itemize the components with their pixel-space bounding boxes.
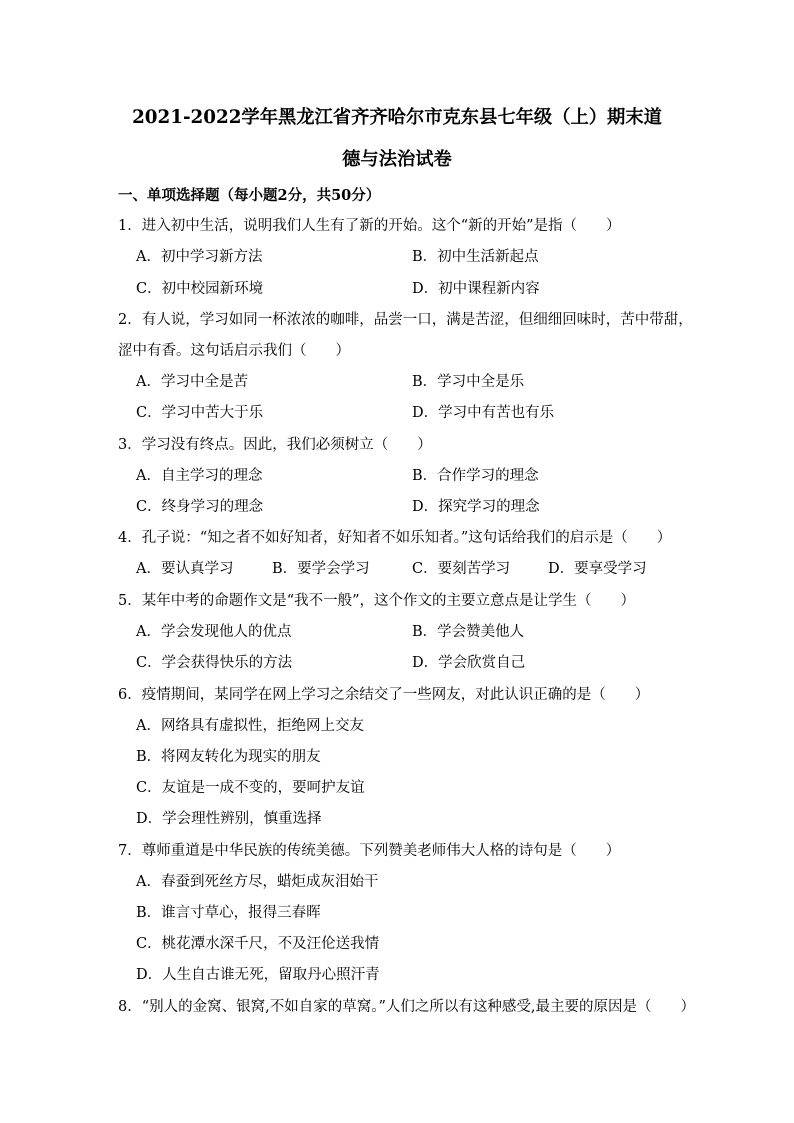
question-2-stem-line-1: 2．有人说，学习如同一杯浓浓的咖啡，品尝一口，满是苦涩，但细细回味时，苦中带甜，	[118, 312, 693, 328]
exam-title-line-2: 德与法治试卷	[342, 149, 452, 170]
question-6-option-a: A．网络具有虚拟性，拒绝网上交友	[136, 718, 364, 734]
question-2-option-b: B．学习中全是乐	[412, 374, 525, 390]
question-6-option-d: D．学会理性辨别，慎重选择	[136, 811, 322, 827]
question-5-option-b: B．学会赞美他人	[412, 624, 525, 640]
question-2-stem-line-2: 涩中有香。这句话启示我们（ ）	[118, 343, 350, 359]
question-2-option-c: C．学习中苦大于乐	[136, 405, 264, 421]
question-1-option-d: D．初中课程新内容	[412, 281, 540, 297]
question-4-option-c: C．要刻苦学习	[412, 561, 511, 577]
question-4-option-a: A．要认真学习	[136, 561, 234, 577]
question-3-option-a: A．自主学习的理念	[136, 468, 263, 484]
exam-title-line-1: 2021-2022学年黑龙江省齐齐哈尔市克东县七年级（上）期末道	[132, 107, 662, 128]
question-1-option-c: C．初中校园新环境	[136, 281, 264, 297]
question-8-stem: 8．“别人的金窝、银窝,不如自家的草窝。”人们之所以有这种感受,最主要的原因是（ ）	[118, 999, 696, 1015]
question-3-option-c: C．终身学习的理念	[136, 499, 264, 515]
question-3-option-d: D．探究学习的理念	[412, 499, 540, 515]
question-4-option-b: B．要学会学习	[272, 561, 370, 577]
question-7-option-c: C．桃花潭水深千尺，不及汪伦送我情	[136, 936, 380, 952]
question-7-option-b: B．谁言寸草心，报得三春晖	[136, 905, 321, 921]
section-title: 一、单项选择题（每小题2分，共50分）	[118, 187, 381, 204]
question-6-option-b: B．将网友转化为现实的朋友	[136, 749, 321, 765]
question-3-stem: 3．学习没有终点。因此，我们必须树立（ ）	[118, 437, 432, 453]
question-2-option-d: D．学习中有苦也有乐	[412, 405, 555, 421]
question-7-option-d: D．人生自古谁无死，留取丹心照汗青	[136, 967, 380, 983]
question-6-stem: 6．疫情期间，某同学在网上学习之余结交了一些网友，对此认识正确的是（ ）	[118, 687, 650, 703]
question-5-option-c: C．学会获得快乐的方法	[136, 655, 293, 671]
question-4-option-d: D．要享受学习	[548, 561, 647, 577]
question-1-option-b: B．初中生活新起点	[412, 249, 539, 265]
question-5-stem: 5．某年中考的命题作文是“我不一般”，这个作文的主要立意点是让学生（ ）	[118, 593, 636, 609]
question-7-stem: 7．尊师重道是中华民族的传统美德。下列赞美老师伟大人格的诗句是（ ）	[118, 843, 621, 859]
question-7-option-a: A．春蚕到死丝方尽，蜡炬成灰泪始干	[136, 874, 379, 890]
question-1-option-a: A．初中学习新方法	[136, 249, 263, 265]
question-5-option-a: A．学会发现他人的优点	[136, 624, 292, 640]
question-1-stem: 1．进入初中生活，说明我们人生有了新的开始。这个“新的开始”是指（ ）	[118, 218, 621, 234]
question-4-stem: 4．孔子说：“知之者不如好知者，好知者不如乐知者。”这句话给我们的启示是（ ）	[118, 530, 672, 546]
question-2-option-a: A．学习中全是苦	[136, 374, 248, 390]
question-5-option-d: D．学会欣赏自己	[412, 655, 526, 671]
question-3-option-b: B．合作学习的理念	[412, 468, 539, 484]
question-6-option-c: C．友谊是一成不变的，要呵护友谊	[136, 780, 365, 796]
